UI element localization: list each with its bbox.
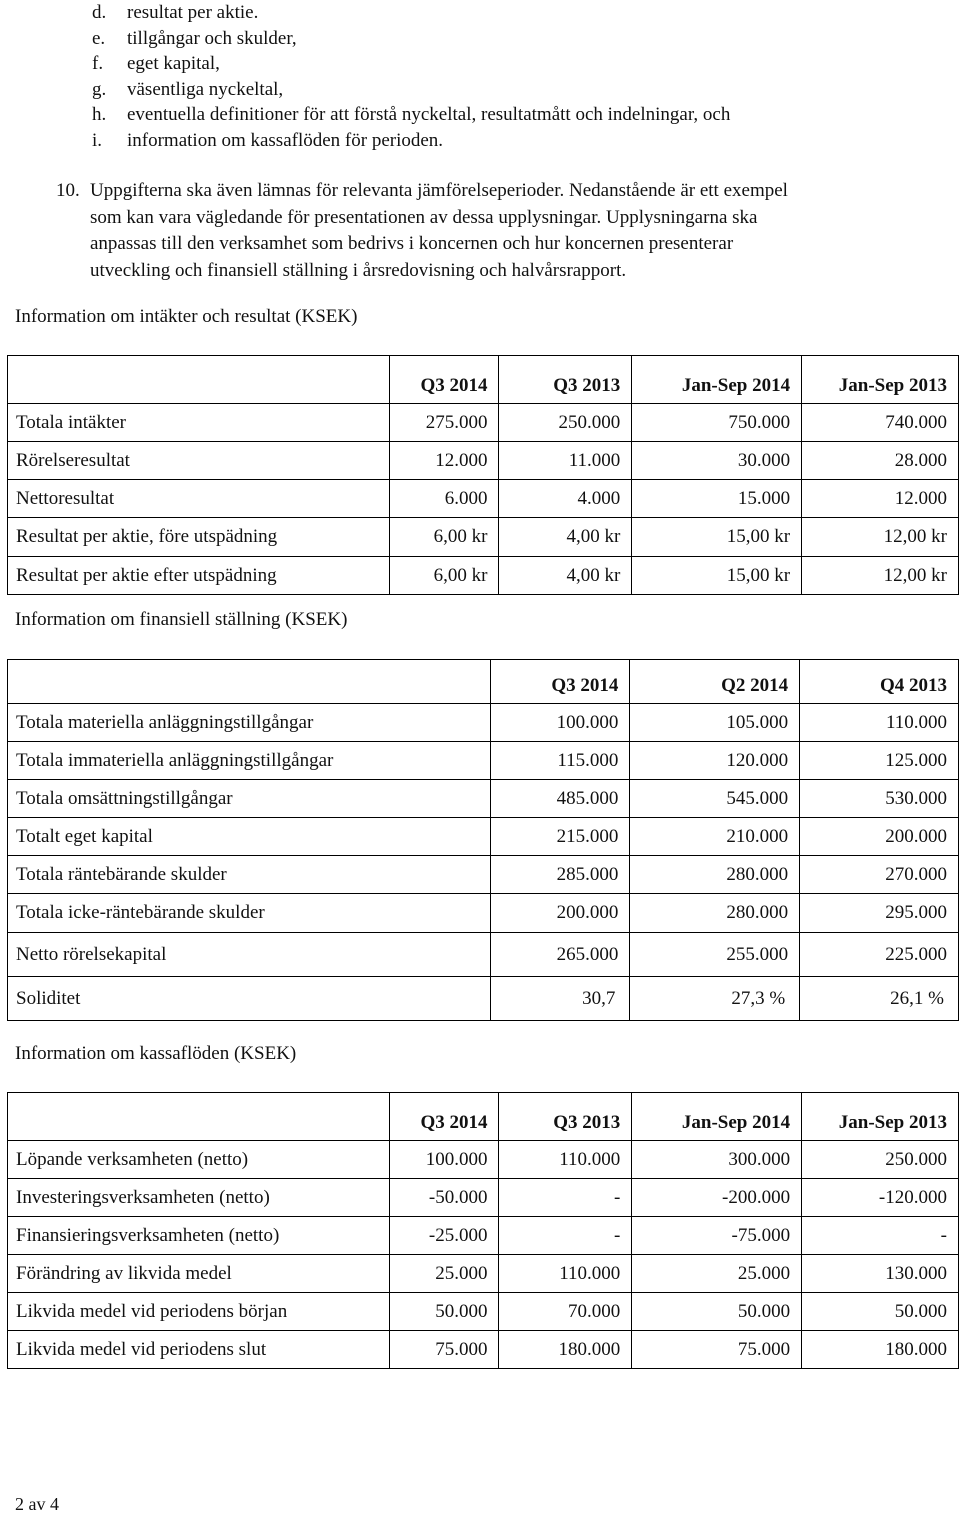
cell-value: 180.000 — [499, 1331, 632, 1369]
column-header: Q3 2014 — [490, 660, 630, 704]
cell-value: 530.000 — [800, 780, 959, 818]
cell-value: 50.000 — [802, 1293, 959, 1331]
column-header: Q3 2013 — [499, 1093, 632, 1141]
cell-value: 110.000 — [800, 704, 959, 742]
table-row — [8, 780, 959, 818]
cell-value: -25.000 — [389, 1217, 499, 1255]
cell-value: 100.000 — [490, 704, 630, 742]
cell-value: 295.000 — [800, 894, 959, 933]
table-header-row — [8, 1093, 959, 1141]
list-marker: e. — [92, 27, 106, 49]
cell-value: -50.000 — [389, 1179, 499, 1217]
header-empty-cell — [8, 356, 390, 404]
cell-value: 250.000 — [802, 1141, 959, 1179]
cell-value: 25.000 — [632, 1255, 802, 1293]
cell-value: 545.000 — [630, 780, 800, 818]
column-header: Q3 2014 — [389, 1093, 499, 1141]
cell-value: - — [499, 1217, 632, 1255]
cell-value: 11.000 — [499, 442, 632, 480]
table-row — [8, 1255, 959, 1293]
list-text: eventuella definitioner för att förstå nyckeltal, resultatmått och indelningar, och — [127, 104, 731, 125]
cell-value: 105.000 — [630, 704, 800, 742]
list-marker: g. — [92, 78, 107, 100]
cell-value: 6.000 — [389, 480, 499, 518]
cell-value: - — [499, 1179, 632, 1217]
cell-value: 25.000 — [389, 1255, 499, 1293]
cell-value: 50.000 — [389, 1293, 499, 1331]
table-row — [8, 518, 959, 557]
cell-value: 12,00 kr — [802, 518, 959, 557]
paragraph-number: 10. — [56, 180, 80, 201]
cell-value: 485.000 — [490, 780, 630, 818]
cell-value: 200.000 — [800, 818, 959, 856]
row-label: Rörelseresultat — [8, 442, 390, 480]
cell-value: 30,7 — [490, 977, 630, 1021]
list-item — [92, 51, 730, 77]
enumerated-list — [92, 0, 730, 153]
row-label: Totala icke-räntebärande skulder — [8, 894, 491, 933]
cell-value: 50.000 — [632, 1293, 802, 1331]
row-label: Totalt eget kapital — [8, 818, 491, 856]
row-label: Totala immateriella anläggningstillgångar — [8, 742, 491, 780]
cell-value: 27,3 % — [630, 977, 800, 1021]
row-label: Totala räntebärande skulder — [8, 856, 491, 894]
table-row — [8, 442, 959, 480]
cell-value: 125.000 — [800, 742, 959, 780]
row-label: Löpande verksamheten (netto) — [8, 1141, 390, 1179]
table-row — [8, 1293, 959, 1331]
table-row — [8, 557, 959, 595]
column-header: Jan-Sep 2013 — [802, 356, 959, 404]
cell-value: 100.000 — [389, 1141, 499, 1179]
row-label: Nettoresultat — [8, 480, 390, 518]
cell-value: -200.000 — [632, 1179, 802, 1217]
table-row — [8, 818, 959, 856]
column-header: Q3 2013 — [499, 356, 632, 404]
cell-value: 110.000 — [499, 1141, 632, 1179]
cell-value: 6,00 kr — [389, 557, 499, 595]
cell-value: 75.000 — [632, 1331, 802, 1369]
list-text: eget kapital, — [127, 53, 220, 74]
cell-value: 280.000 — [630, 894, 800, 933]
cash-flow-table — [7, 1092, 959, 1369]
row-label: Resultat per aktie efter utspädning — [8, 557, 390, 595]
table-row — [8, 1141, 959, 1179]
header-empty-cell — [8, 660, 491, 704]
list-text: väsentliga nyckeltal, — [127, 78, 284, 100]
list-text: information om kassaflöden för perioden. — [127, 129, 444, 151]
list-marker: i. — [92, 129, 103, 151]
row-label: Totala intäkter — [8, 404, 390, 442]
cell-value: 70.000 — [499, 1293, 632, 1331]
cell-value: 740.000 — [802, 404, 959, 442]
column-header: Jan-Sep 2014 — [632, 1093, 802, 1141]
cell-value: 15,00 kr — [632, 518, 802, 557]
cell-value: 275.000 — [389, 404, 499, 442]
cell-value: -120.000 — [802, 1179, 959, 1217]
paragraph-line: utveckling och finansiell ställning i årsredovisning och halvårsrapport. — [90, 259, 627, 281]
cell-value: 130.000 — [802, 1255, 959, 1293]
cell-value: 4,00 kr — [499, 518, 632, 557]
row-label: Förändring av likvida medel — [8, 1255, 390, 1293]
cell-value: 15.000 — [632, 480, 802, 518]
cell-value: 12.000 — [802, 480, 959, 518]
list-text: tillgångar och skulder, — [127, 27, 297, 49]
column-header: Q2 2014 — [630, 660, 800, 704]
cell-value: 265.000 — [490, 933, 630, 977]
cell-value: 110.000 — [499, 1255, 632, 1293]
table-row — [8, 933, 959, 977]
row-label: Soliditet — [8, 977, 491, 1021]
cell-value: 30.000 — [632, 442, 802, 480]
row-label: Likvida medel vid periodens början — [8, 1293, 390, 1331]
column-header: Jan-Sep 2013 — [802, 1093, 959, 1141]
table-row — [8, 894, 959, 933]
column-header: Q4 2013 — [800, 660, 959, 704]
column-header: Jan-Sep 2014 — [632, 356, 802, 404]
cell-value: 12,00 kr — [802, 557, 959, 595]
list-text: resultat per aktie. — [127, 2, 259, 23]
table-row — [8, 977, 959, 1021]
cell-value: 270.000 — [800, 856, 959, 894]
table-heading-income: Information om intäkter och resultat (KSEK) — [15, 306, 358, 327]
row-label: Totala materiella anläggningstillgångar — [8, 704, 491, 742]
cell-value: 75.000 — [389, 1331, 499, 1369]
table-row — [8, 704, 959, 742]
list-marker: d. — [92, 2, 107, 23]
cell-value: 180.000 — [802, 1331, 959, 1369]
financial-position-table — [7, 659, 959, 1021]
list-item — [92, 0, 730, 26]
header-empty-cell — [8, 1093, 390, 1141]
column-header: Q3 2014 — [389, 356, 499, 404]
paragraph-line: Uppgifterna ska även lämnas för relevanta jämförelseperioder. Nedanstående är ett exempel — [90, 180, 788, 201]
cell-value: 200.000 — [490, 894, 630, 933]
cell-value: 115.000 — [490, 742, 630, 780]
table-row — [8, 404, 959, 442]
table-row — [8, 480, 959, 518]
list-item — [92, 128, 730, 154]
cell-value: 12.000 — [389, 442, 499, 480]
table-row — [8, 742, 959, 780]
table-row — [8, 856, 959, 894]
table-row — [8, 1179, 959, 1217]
table-row — [8, 1217, 959, 1255]
paragraph-line: anpassas till den verksamhet som bedrivs i koncernen och hur koncernen presenterar — [90, 233, 734, 254]
row-label: Resultat per aktie, före utspädning — [8, 518, 390, 557]
table-heading-cash-flow: Information om kassaflöden (KSEK) — [15, 1043, 297, 1064]
cell-value: 250.000 — [499, 404, 632, 442]
list-marker: h. — [92, 104, 107, 125]
row-label: Netto rörelsekapital — [8, 933, 491, 977]
paragraph-line: som kan vara vägledande för presentationen av dessa upplysningar. Upplysningarna ska — [90, 206, 758, 228]
cell-value: 120.000 — [630, 742, 800, 780]
table-row — [8, 1331, 959, 1369]
cell-value: 15,00 kr — [632, 557, 802, 595]
cell-value: 280.000 — [630, 856, 800, 894]
list-item — [92, 77, 730, 103]
table-heading-financial-position: Information om finansiell ställning (KSEK) — [15, 609, 348, 630]
cell-value: - — [802, 1217, 959, 1255]
cell-value: 750.000 — [632, 404, 802, 442]
cell-value: 255.000 — [630, 933, 800, 977]
row-label: Investeringsverksamheten (netto) — [8, 1179, 390, 1217]
cell-value: 4,00 kr — [499, 557, 632, 595]
page-number: 2 av 4 — [15, 1494, 59, 1514]
cell-value: 26,1 % — [800, 977, 959, 1021]
list-marker: f. — [92, 53, 104, 74]
list-item — [92, 26, 730, 52]
cell-value: 225.000 — [800, 933, 959, 977]
cell-value: 28.000 — [802, 442, 959, 480]
cell-value: 300.000 — [632, 1141, 802, 1179]
cell-value: 6,00 kr — [389, 518, 499, 557]
row-label: Finansieringsverksamheten (netto) — [8, 1217, 390, 1255]
list-item — [92, 102, 730, 128]
cell-value: 215.000 — [490, 818, 630, 856]
income-table — [7, 355, 959, 595]
paragraph-10 — [56, 178, 956, 284]
cell-value: 4.000 — [499, 480, 632, 518]
table-header-row — [8, 660, 959, 704]
row-label: Totala omsättningstillgångar — [8, 780, 491, 818]
cell-value: 285.000 — [490, 856, 630, 894]
table-header-row — [8, 356, 959, 404]
row-label: Likvida medel vid periodens slut — [8, 1331, 390, 1369]
cell-value: -75.000 — [632, 1217, 802, 1255]
cell-value: 210.000 — [630, 818, 800, 856]
